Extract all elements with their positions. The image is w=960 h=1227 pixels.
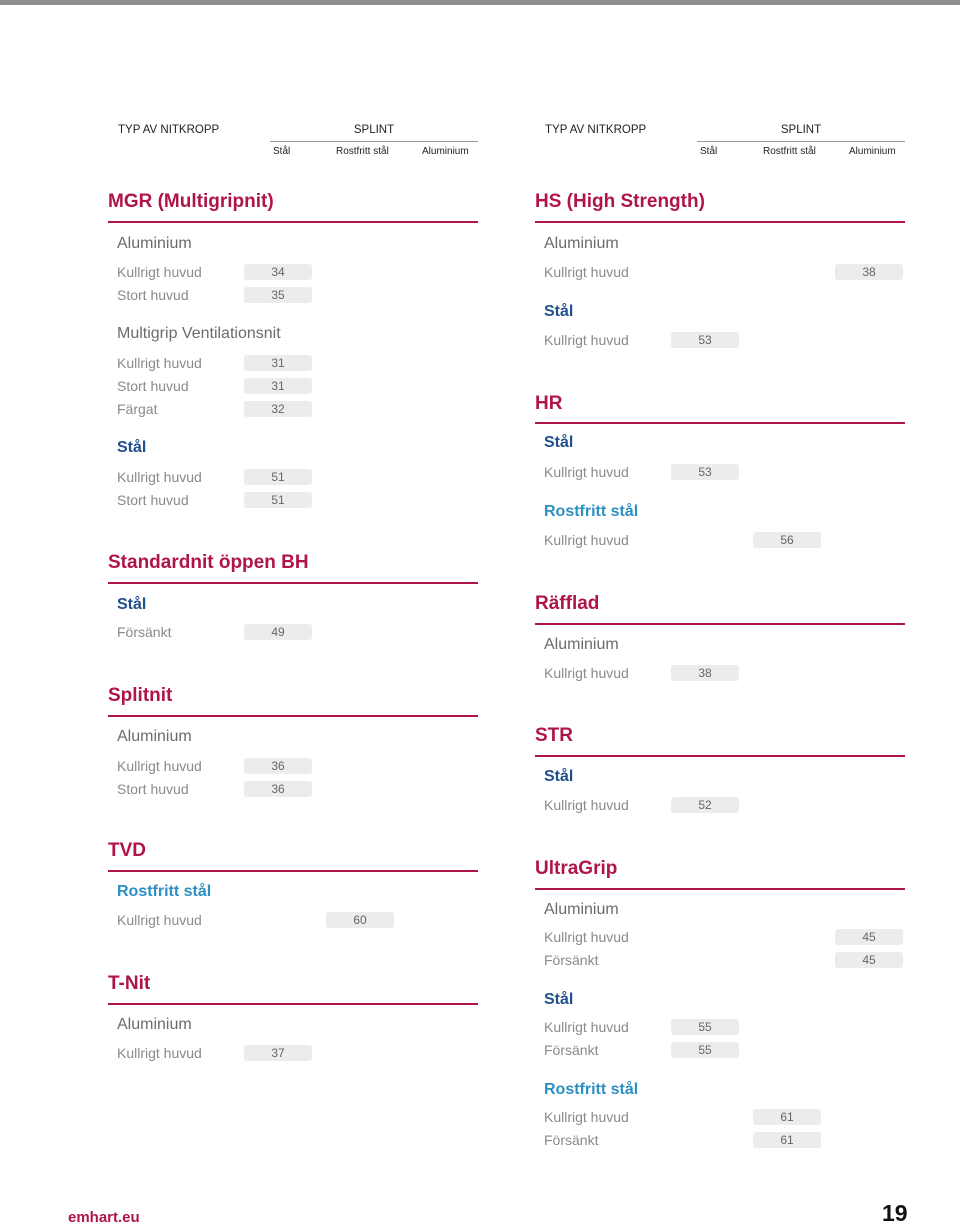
section-rule bbox=[108, 582, 478, 584]
page-ref-badge: 51 bbox=[244, 469, 312, 485]
page-ref-badge: 53 bbox=[671, 464, 739, 480]
page-ref-badge: 31 bbox=[244, 378, 312, 394]
header-sub-stal: Stål bbox=[700, 146, 718, 157]
row-label: Kullrigt huvud bbox=[544, 464, 629, 480]
page-ref-badge: 56 bbox=[753, 532, 821, 548]
header-splint-label: SPLINT bbox=[780, 124, 822, 136]
section-rule bbox=[535, 422, 905, 424]
section-title-splitnit: Splitnit bbox=[108, 685, 173, 706]
section-title-hs: HS (High Strength) bbox=[535, 191, 705, 212]
row-label: Kullrigt huvud bbox=[544, 264, 629, 280]
material-heading: Multigrip Ventilationsnit bbox=[117, 325, 281, 342]
page-ref-badge: 35 bbox=[244, 287, 312, 303]
material-heading: Aluminium bbox=[544, 235, 619, 252]
page-ref-badge: 51 bbox=[244, 492, 312, 508]
row-label: Försänkt bbox=[544, 1042, 599, 1058]
material-heading: Aluminium bbox=[117, 728, 192, 745]
row-label: Kullrigt huvud bbox=[544, 929, 629, 945]
section-rule bbox=[108, 221, 478, 223]
row-label: Stort huvud bbox=[117, 492, 189, 508]
material-heading: Stål bbox=[544, 303, 574, 320]
header-sub-aluminium: Aluminium bbox=[422, 146, 469, 157]
page-ref-badge: 45 bbox=[835, 929, 903, 945]
row-label: Kullrigt huvud bbox=[117, 355, 202, 371]
top-rule bbox=[0, 0, 960, 5]
row-label: Stort huvud bbox=[117, 378, 189, 394]
header-divider bbox=[270, 141, 478, 142]
section-rule bbox=[535, 221, 905, 223]
page-ref-badge: 32 bbox=[244, 401, 312, 417]
row-label: Stort huvud bbox=[117, 781, 189, 797]
header-type-label: TYP AV NITKROPP bbox=[545, 124, 647, 136]
page-ref-badge: 60 bbox=[326, 912, 394, 928]
material-heading: Rostfritt stål bbox=[117, 883, 212, 900]
row-label: Försänkt bbox=[544, 952, 599, 968]
material-heading: Stål bbox=[544, 991, 574, 1008]
page-ref-badge: 31 bbox=[244, 355, 312, 371]
page-ref-badge: 61 bbox=[753, 1109, 821, 1125]
row-label: Kullrigt huvud bbox=[117, 1045, 202, 1061]
row-label: Kullrigt huvud bbox=[544, 665, 629, 681]
page-ref-badge: 37 bbox=[244, 1045, 312, 1061]
material-heading: Rostfritt stål bbox=[544, 503, 639, 520]
material-heading: Stål bbox=[117, 439, 147, 456]
header-sub-stal: Stål bbox=[273, 146, 291, 157]
page-ref-badge: 52 bbox=[671, 797, 739, 813]
row-label: Kullrigt huvud bbox=[117, 264, 202, 280]
page-ref-badge: 38 bbox=[835, 264, 903, 280]
header-divider bbox=[697, 141, 905, 142]
section-rule bbox=[108, 1003, 478, 1005]
page-ref-badge: 53 bbox=[671, 332, 739, 348]
row-label: Kullrigt huvud bbox=[544, 797, 629, 813]
page-ref-badge: 61 bbox=[753, 1132, 821, 1148]
row-label: Kullrigt huvud bbox=[544, 332, 629, 348]
section-rule bbox=[535, 623, 905, 625]
header-sub-rostfritt: Rostfritt stål bbox=[336, 146, 389, 157]
page-ref-badge: 49 bbox=[244, 624, 312, 640]
footer-brand-link[interactable]: emhart.eu bbox=[68, 1209, 140, 1226]
row-label: Kullrigt huvud bbox=[544, 1019, 629, 1035]
section-rule bbox=[108, 715, 478, 717]
material-heading: Stål bbox=[544, 768, 574, 785]
material-heading: Aluminium bbox=[117, 1016, 192, 1033]
row-label: Kullrigt huvud bbox=[117, 758, 202, 774]
row-label: Kullrigt huvud bbox=[117, 469, 202, 485]
page-ref-badge: 55 bbox=[671, 1042, 739, 1058]
header-sub-rostfritt: Rostfritt stål bbox=[763, 146, 816, 157]
row-label: Kullrigt huvud bbox=[117, 912, 202, 928]
row-label: Kullrigt huvud bbox=[544, 532, 629, 548]
material-heading: Aluminium bbox=[117, 235, 192, 252]
page-ref-badge: 38 bbox=[671, 665, 739, 681]
section-title-hr: HR bbox=[535, 393, 563, 414]
header-splint-label: SPLINT bbox=[353, 124, 395, 136]
row-label: Stort huvud bbox=[117, 287, 189, 303]
section-title-ultragrip: UltraGrip bbox=[535, 858, 618, 879]
section-rule bbox=[108, 870, 478, 872]
section-rule bbox=[535, 755, 905, 757]
row-label: Kullrigt huvud bbox=[544, 1109, 629, 1125]
row-label: Försänkt bbox=[117, 624, 172, 640]
material-heading: Stål bbox=[544, 434, 574, 451]
material-heading: Stål bbox=[117, 596, 147, 613]
section-rule bbox=[535, 888, 905, 890]
page-ref-badge: 36 bbox=[244, 781, 312, 797]
section-title-tvd: TVD bbox=[108, 840, 146, 861]
material-heading: Aluminium bbox=[544, 901, 619, 918]
section-title-mgr: MGR (Multigripnit) bbox=[108, 191, 274, 212]
header-type-label: TYP AV NITKROPP bbox=[118, 124, 220, 136]
material-heading: Rostfritt stål bbox=[544, 1081, 639, 1098]
header-sub-aluminium: Aluminium bbox=[849, 146, 896, 157]
material-heading: Aluminium bbox=[544, 636, 619, 653]
page-number: 19 bbox=[882, 1200, 908, 1226]
section-title-tnit: T-Nit bbox=[108, 973, 151, 994]
page-ref-badge: 34 bbox=[244, 264, 312, 280]
section-title-str: STR bbox=[535, 725, 573, 746]
page-ref-badge: 36 bbox=[244, 758, 312, 774]
row-label: Färgat bbox=[117, 401, 158, 417]
page-ref-badge: 55 bbox=[671, 1019, 739, 1035]
page-ref-badge: 45 bbox=[835, 952, 903, 968]
row-label: Försänkt bbox=[544, 1132, 599, 1148]
section-title-standardnit: Standardnit öppen BH bbox=[108, 552, 309, 573]
section-title-rafflad: Räfflad bbox=[535, 593, 600, 614]
